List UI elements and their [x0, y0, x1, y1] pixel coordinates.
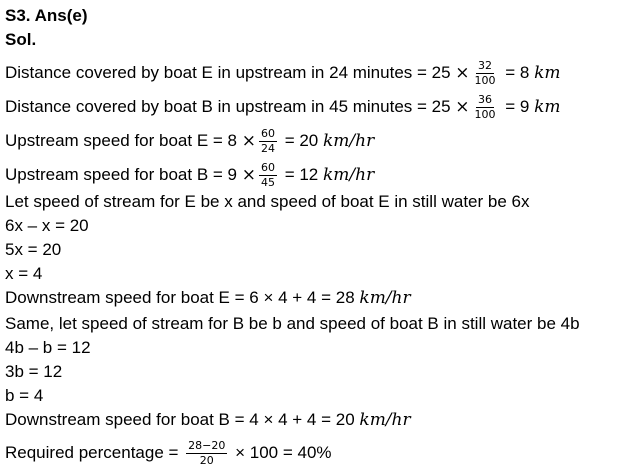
- step-text: Required percentage =: [5, 442, 184, 462]
- times-symbol: ×: [455, 62, 470, 83]
- step-equation-4: 4b – b = 12: [5, 338, 91, 357]
- result: = 20: [279, 130, 323, 150]
- step-text: Upstream speed for boat B = 9: [5, 164, 242, 184]
- numerator: 36: [478, 93, 493, 106]
- step-text: Downstream speed for boat B = 4 × 4 + 4 = 20: [5, 410, 360, 429]
- fraction: [259, 162, 277, 189]
- step-required-percentage: [5, 440, 332, 467]
- step-assume-b: Same, let speed of stream for B be b and speed of boat B in still water be 4b: [5, 314, 580, 333]
- denominator: 100: [474, 74, 496, 87]
- step-text: Upstream speed for boat E = 8: [5, 130, 242, 150]
- numerator: 32: [478, 59, 493, 72]
- numerator: 60: [260, 127, 275, 140]
- denominator: 24: [260, 142, 275, 155]
- times-symbol: ×: [241, 164, 256, 185]
- step-assume-e: Let speed of stream for E be x and speed of boat E in still water be 6x: [5, 192, 530, 211]
- step-text: Distance covered by boat B in upstream in 45 minutes = 25: [5, 96, 456, 116]
- denominator: 45: [260, 176, 275, 189]
- step-downstream-b: [5, 410, 411, 430]
- step-text: Downstream speed for boat E = 6 × 4 + 4 = 28: [5, 288, 360, 307]
- unit: km: [534, 62, 561, 83]
- unit: km/hr: [322, 130, 375, 151]
- result: = 9: [500, 96, 535, 116]
- fraction: [186, 440, 227, 467]
- numerator: 60: [260, 161, 275, 174]
- step-equation-2: 5x = 20: [5, 240, 62, 259]
- denominator: 100: [474, 108, 496, 121]
- unit: km/hr: [359, 410, 411, 430]
- step-distance-e: [5, 60, 561, 87]
- fraction: [259, 128, 277, 155]
- step-upstream-e: [5, 128, 374, 155]
- times-symbol: ×: [241, 130, 256, 151]
- step-distance-b: [5, 94, 561, 121]
- step-upstream-b: [5, 162, 374, 189]
- step-equation-1: 6x – x = 20: [5, 216, 89, 235]
- step-downstream-e: [5, 288, 411, 308]
- unit: km/hr: [359, 288, 411, 308]
- denominator: 20: [199, 454, 214, 467]
- step-text: Distance covered by boat E in upstream in 24 minutes = 25: [5, 62, 456, 82]
- numerator: 28−20: [188, 439, 226, 452]
- step-equation-6: b = 4: [5, 386, 44, 405]
- unit: km/hr: [322, 164, 375, 185]
- step-equation-3: x = 4: [5, 264, 43, 283]
- result: = 12: [279, 164, 323, 184]
- result: × 100 = 40%: [230, 442, 332, 462]
- step-equation-5: 3b = 12: [5, 362, 63, 381]
- times-symbol: ×: [455, 96, 470, 117]
- fraction: [473, 60, 498, 87]
- fraction: [473, 94, 498, 121]
- result: = 8: [500, 62, 535, 82]
- unit: km: [534, 96, 561, 117]
- solution-label: Sol.: [5, 30, 37, 49]
- answer-heading: S3. Ans(e): [5, 6, 88, 25]
